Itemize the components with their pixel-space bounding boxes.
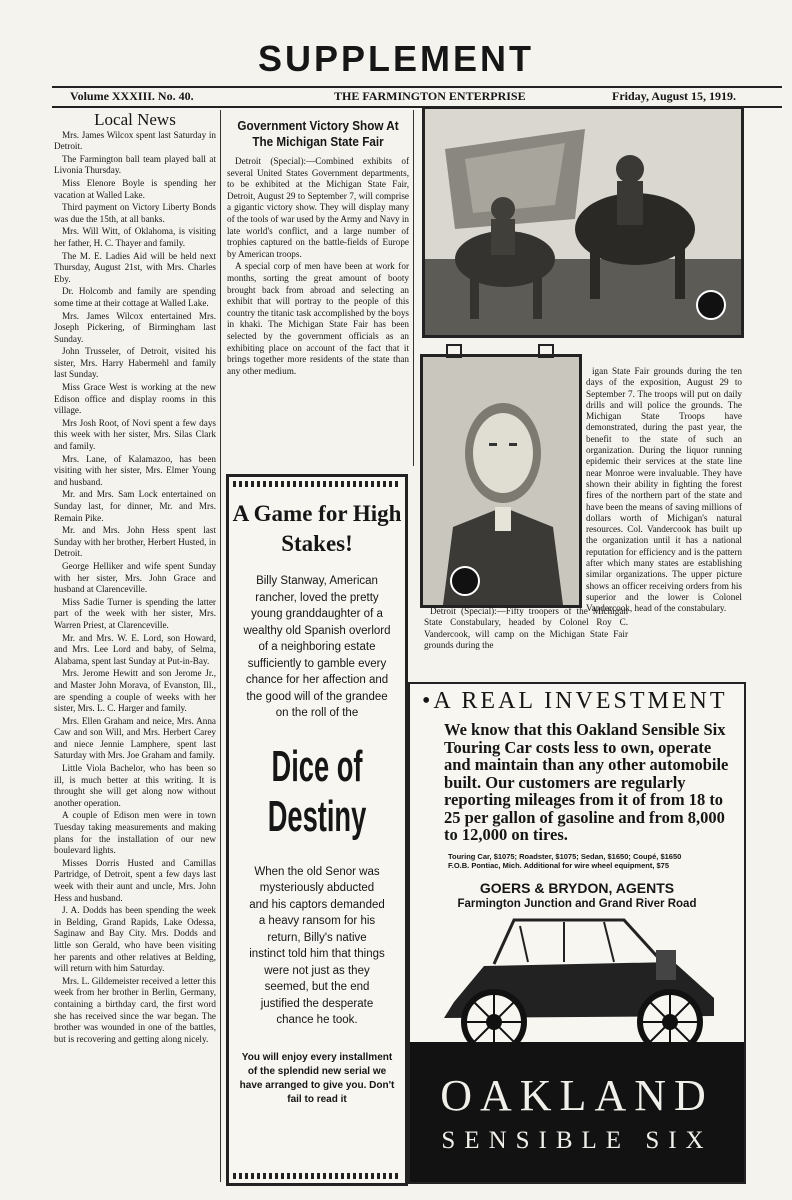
mounted-troops-photo: [422, 106, 744, 338]
local-news-item: Mrs. Will Witt, of Oklahoma, is visiting her father, H. C. Thayer and family.: [54, 226, 216, 248]
column-rule: [413, 110, 414, 466]
oakland-lead-copy: We know that this Oakland Sensible Six Touring Car costs less to own, operate and maintain than any other automobile built. Our customers are regularly reporting mileages from it of from 18 to 25 per gallon of gasoline and from 8,000 to 12,000 on tires.: [444, 720, 729, 844]
caption-right-text: igan State Fair grounds during the ten days of the exposition, August 29 to September 7. The troops will put on daily drills and will police the grounds. The Michigan State Troops have demonstrated, during the past year, the benefit to the state of such an organization. During the liquor running epidemic their services at the state line near Monroe were invaluable. They have shown their ability in fighting the forest fires of the northern part of the state and have been the means of saving millions of dollars worth of Michigan's natural resources. Col. Vandercook has built up the organization until it has a national reputation for efficiency and is the pattern after which many states are establishing similar organizations. The upper picture shows an officer receiving orders from his superior and the lower is Colonel Vandercook, head of the constabulary.: [586, 366, 742, 614]
local-news-item: Mrs Josh Root, of Novi spent a few days this week with her sister, Mrs. Silas Clark and family.: [54, 417, 216, 452]
column-rule: [220, 110, 221, 1182]
local-news-item: George Helliker and wife spent Sunday with her sister, Mrs. John Grace and husband at Clarenceville.: [54, 560, 216, 595]
local-news-item: Miss Grace West is working at the new Edison office and display rooms in this village.: [54, 382, 216, 416]
local-news-column: [54, 110, 216, 1046]
volume-number: Volume XXXIII. No. 40.: [70, 89, 194, 103]
local-news-item: John Trusseler, of Detroit, visited his sister, Mrs. Harry Habermehl and family last Sunday.: [54, 346, 216, 380]
serial-ad-body: Billy Stanway, American rancher, loved the pretty young granddaughter of a wealthy old Spanish overlord of a neighboring estate sufficiently to gamble every chance for her affection and the good will of the grandee on the roll of the: [243, 575, 391, 719]
oakland-dealer: GOERS & BRYDON, AGENTS: [479, 879, 675, 896]
touring-car-illustration: [424, 906, 730, 1056]
local-news-item: Mr. and Mrs. John Hess spent last Sunday with her brother, Herbert Husted, in Detroit.: [54, 525, 216, 559]
local-news-items: [54, 130, 216, 1046]
newspaper-name: THE FARMINGTON ENTERPRISE: [334, 89, 526, 103]
ad-dotted-border: [233, 481, 401, 487]
photo-corner-mark: [446, 344, 462, 358]
oakland-headline: •A REAL INVESTMENT: [422, 688, 728, 714]
government-story: [227, 118, 409, 378]
serial-advertisement: [226, 474, 408, 1186]
local-news-item: Mrs. James Wilcox entertained Mrs. Joseph Pickering, of Birmingham last Sunday.: [54, 310, 216, 344]
caption-left-text: Detroit (Special):—Fifty troopers of the Michigan State Constabulary, headed by Colonel Roy C. Vandercook, will camp on the Michigan State Fair grounds during the: [424, 606, 628, 650]
mounted-troops-image: [425, 109, 741, 335]
local-news-item: Mrs. Jerome Hewitt and son Jerome Jr., and Master John Morava, of Evanston, Ill., are spending a couple of weeks with her sister, Mrs. L. C. Harger and family.: [54, 668, 216, 714]
local-news-item: Little Viola Bachelor, who has been so ill, is much better at this writing. It is throught she will get along now without another operation.: [54, 763, 216, 808]
local-news-heading: Local News: [94, 110, 176, 129]
folio-line: [52, 86, 782, 108]
local-news-item: Dr. Holcomb and family are spending some time at their cottage at Walled Lake.: [54, 286, 216, 308]
local-news-item: Miss Elenore Boyle is spending her vacation at Walled Lake.: [54, 177, 216, 200]
oakland-fob: F.O.B. Pontiac, Mich. Additional for wire wheel equipment, $75: [448, 860, 670, 870]
oakland-location: Farmington Junction and Grand River Road: [457, 897, 697, 910]
local-news-item: J. A. Dodds has been spending the week in Belding, Grand Rapids, Lake Odessa, Saginaw and Bay City. Mrs. Dodds and little son Gerald, who have been visiting her parents and other relatives at Belding, will return with him Saturday.: [54, 905, 216, 974]
government-story-heading: Government Victory Show At The Michigan State Fair: [237, 118, 399, 149]
local-news-item: Mrs. L. Gildemeister received a letter this week from her brother in Berlin, Germany, containing a birthday card, the first word she has received since the war began. The brother was wounded in one of the battles, but is recovering and getting along nicely.: [54, 975, 216, 1044]
local-news-item: Misses Dorris Husted and Camillas Partridge, of Detroit, spent a few days last week with their aunt and uncle, Mrs. John Hess and husband.: [54, 857, 216, 903]
local-news-item: Mrs. Lane, of Kalamazoo, has been visiting with her sister, Mrs. Elmer Young and husband.: [54, 453, 216, 487]
serial-ad-footer: You will enjoy every installment of the splendid new serial we have arranged to give you. Don't fail to read it: [239, 1051, 395, 1105]
serial-ad-title: A Game for High Stakes!: [232, 501, 402, 556]
local-news-item: Mrs. Ellen Graham and neice, Mrs. Anna Caw and son Will, and Mrs. Herbert Carey and niece Jennie Lamphere, spent last Saturday with Mrs. Joe Graham and family.: [54, 715, 216, 761]
ad-dotted-border: [233, 1173, 401, 1179]
masthead: SUPPLEMENT: [257, 38, 535, 79]
oakland-tagline: SENSIBLE SIX: [441, 1127, 713, 1154]
local-news-item: Third payment on Victory Liberty Bonds was due the 15th, at all banks.: [54, 202, 216, 224]
issue-date: Friday, August 15, 1919.: [612, 89, 737, 103]
photo-corner-mark: [538, 344, 554, 358]
photo-caption-right: [586, 366, 742, 615]
oakland-advertisement: [408, 682, 746, 1184]
local-news-item: Mrs. James Wilcox spent last Saturday in Detroit.: [54, 129, 216, 152]
local-news-item: The M. E. Ladies Aid will be held next Thursday, August 21st, with Mrs. Charles Eby.: [54, 250, 216, 284]
oakland-prices: Touring Car, $1075; Roadster, $1075; Sedan, $1650; Coupé, $1650: [448, 851, 682, 861]
oakland-price-list: [448, 852, 734, 870]
local-news-item: Mr. and Mrs. Sam Lock entertained on Sunday last, for dinner, Mr. and Mrs. Remain Pike.: [54, 489, 216, 523]
oakland-brand-banner: [410, 1042, 744, 1182]
local-news-item: Mr. and Mrs. W. E. Lord, son Howard, and Mrs. Lee Lord and baby, of Selma, Alabama, spent last Sunday at Put-in-Bay.: [54, 632, 216, 666]
oakland-brand-name: OAKLAND: [440, 1071, 714, 1120]
serial-synopsis: When the old Senor was mysteriously abducted and his captors demanded a heavy ransom for his return, Billy's native instinct told him that things were not just as they seemed, but the end justified the desperate chance he took.: [249, 865, 385, 1026]
local-news-item: A couple of Edison men were in town Tuesday taking measurements and making plans for the installation of our new boulevard lights.: [54, 810, 216, 856]
local-news-item: The Farmington ball team played ball at Livonia Thursday.: [54, 153, 216, 176]
government-story-paragraph: Detroit (Special):—Combined exhibits of several United States Government departments, to be exhibited at the Michigan State Fair, Detroit, August 29 to September 7, will comprise a gigantic victory show. They will display many of the tools of war used by the Army and Navy in late world's conflict, and a large number of trophies captured on the battle-fields of Europe by American troops.: [227, 156, 409, 259]
local-news-item: Miss Sadie Turner is spending the latter part of the week with her sister, Mrs. Warren Priest, at Clarenceville.: [54, 596, 216, 630]
government-story-paragraph: A special corp of men have been at work for months, sorting the great amount of booty brought back from abroad and selecting an exhibit that will portray to the people of this country the titanic task accomplished by the boys in khaki. The Michigan State Fair has been selected by the government officials as an exhibiting place on account of the fact that it brings together more residents of the state than any other medium.: [227, 261, 409, 376]
colonel-portrait-image: [423, 357, 579, 605]
colonel-portrait-photo: [420, 354, 582, 608]
serial-title: Dice of Destiny: [267, 741, 367, 841]
